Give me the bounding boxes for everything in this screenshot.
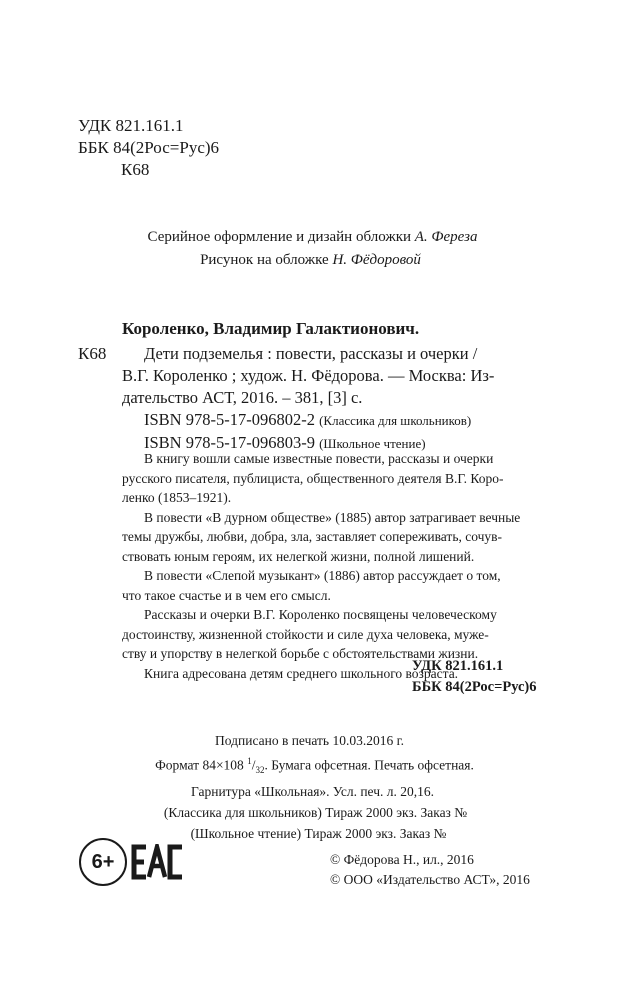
isbn-line-1 bbox=[122, 409, 542, 432]
copyright-illustrator: © Фёдорова Н., ил., 2016 bbox=[330, 852, 474, 867]
author-mark: К68 bbox=[121, 160, 150, 179]
imprint-signed-date: Подписано в печать 10.03.2016 г. bbox=[215, 733, 404, 748]
cover-illustration-text: Рисунок на обложке bbox=[200, 252, 333, 268]
annotation-line: ству и упорству в нелегкой борьбе с обстоятельствами жизни. bbox=[122, 646, 479, 661]
cover-illustration-credit bbox=[0, 249, 619, 272]
fraction-slash: / bbox=[251, 757, 256, 773]
copyright-publisher: © ООО «Издательство АСТ», 2016 bbox=[330, 872, 530, 887]
annotation-line: достоинству, жизненной стойкости и силе духа человека, муже- bbox=[122, 626, 489, 642]
cover-illustrator-name: Н. Фёдоровой bbox=[332, 252, 421, 268]
design-credits bbox=[0, 226, 619, 272]
copyright-block bbox=[330, 850, 530, 890]
annotation-line: В повести «Слепой музыкант» (1886) автор рассуждает о том, bbox=[144, 568, 501, 583]
isbn-1-series: (Классика для школьников) bbox=[319, 413, 472, 428]
cover-design-credit bbox=[0, 226, 619, 249]
bbk-code: ББК 84(2Рос=Рус)6 bbox=[78, 138, 220, 157]
udk-bold-block bbox=[412, 656, 537, 698]
eac-mark-icon bbox=[130, 844, 184, 880]
imprint-block bbox=[0, 730, 619, 844]
annotation-line: ствовать юным героям, их нелегкой жизни, полной лишений. bbox=[122, 548, 475, 564]
author-heading: Короленко, Владимир Галактионович. bbox=[122, 319, 420, 338]
isbn-2: ISBN 978-5-17-096803-9 bbox=[144, 433, 315, 452]
annotation-line: русского писателя, публициста, общественного деятеля В.Г. Коро- bbox=[122, 470, 504, 486]
annotation-line: ленко (1853–1921). bbox=[122, 490, 232, 505]
fraction-denominator: 32 bbox=[255, 765, 265, 776]
annotation-line: В повести «В дурном обществе» (1885) автор затрагивает вечные bbox=[144, 509, 521, 525]
bib-responsibility-line: В.Г. Короленко ; худож. Н. Фёдорова. — Москва: Из- bbox=[122, 366, 495, 385]
imprint-format bbox=[0, 751, 619, 781]
bib-publication-line: дательство АСТ, 2016. – 381, [3] с. bbox=[122, 388, 363, 407]
cover-designer-name: А. Фереза bbox=[414, 229, 478, 245]
annotation-line: темы дружбы, любви, добра, зла, заставляет сопереживать, сочув- bbox=[122, 529, 503, 544]
catalog-author-mark: К68 bbox=[78, 344, 107, 363]
udk-code-bold: УДК 821.161.1 bbox=[412, 658, 504, 674]
udk-code: УДК 821.161.1 bbox=[78, 116, 184, 135]
imprint-print-run-1: (Классика для школьников) Тираж 2000 экз. Заказ № bbox=[163, 805, 468, 821]
bib-title-line: Дети подземелья : повести, рассказы и очерки / bbox=[144, 344, 478, 363]
isbn-2-series: (Школьное чтение) bbox=[319, 436, 426, 451]
annotation-line: Рассказы и очерки В.Г. Короленко посвящены человеческому bbox=[144, 607, 497, 622]
format-suffix: . Бумага офсетная. Печать офсетная. bbox=[264, 757, 474, 773]
bbk-code-bold: ББК 84(2Рос=Рус)6 bbox=[412, 679, 537, 695]
age-rating-text: 6+ bbox=[91, 850, 115, 873]
imprint-print-run-2: (Школьное чтение) Тираж 2000 экз. Заказ № bbox=[190, 826, 447, 842]
annotation bbox=[122, 449, 542, 683]
bibliographic-record bbox=[122, 343, 542, 455]
format-prefix: Формат 84×108 bbox=[155, 757, 248, 773]
cover-design-text: Серийное оформление и дизайн обложки bbox=[147, 229, 415, 245]
annotation-line: что такое счастье и в чем его смысл. bbox=[122, 587, 331, 603]
isbn-1: ISBN 978-5-17-096802-2 bbox=[144, 410, 315, 429]
imprint-typeface: Гарнитура «Школьная». Усл. печ. л. 20,16. bbox=[191, 784, 434, 800]
age-rating-icon bbox=[79, 838, 127, 886]
annotation-line: Книга адресована детям среднего школьного возраста. bbox=[144, 665, 459, 681]
fraction-numerator: 1 bbox=[247, 756, 252, 766]
annotation-line: В книгу вошли самые известные повести, рассказы и очерки bbox=[144, 451, 494, 466]
udk-classification-block bbox=[78, 115, 219, 181]
